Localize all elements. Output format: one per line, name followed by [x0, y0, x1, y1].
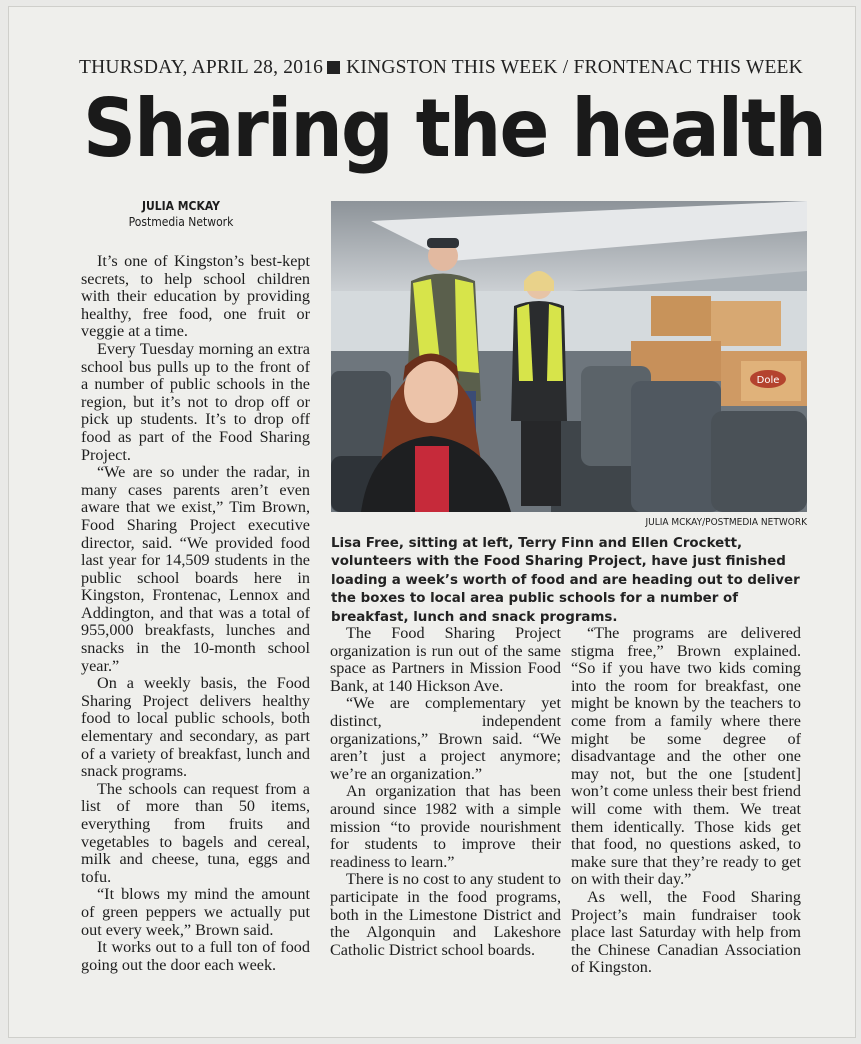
article-column-3 [571, 625, 801, 977]
dateline [79, 57, 839, 79]
newspaper-page [8, 6, 856, 1038]
paragraph: It works out to a full ton of food going out the door each week. [81, 938, 310, 974]
paragraph: Every Tuesday morning an extra school bus pulls up to the front of a number of public schools in the region, but it’s not to drop off or pick up students. It’s to drop off food as part of the Food Sharing Project. [81, 339, 310, 464]
paragraph: There is no cost to any student to participate in the food programs, both in the Limestone District and the Algonquin and Lakeshore Catholic District school boards. [330, 870, 561, 959]
paragraph: “We are so under the radar, in many cases parents aren’t even aware that we exist,” Tim Brown, Food Sharing Project executive director, said. “We provided food last year for 14,509 students in the public school boards here in Kingston, Frontenac, Lennox and Addington, and that was a total of 955,000 breakfasts, lunches and snacks in the 10-month school year.” [81, 463, 310, 675]
headline: Sharing the health [83, 82, 826, 175]
bus-interior-photo [331, 201, 807, 512]
paragraph: It’s one of Kingston’s best-kept secrets, to help school children with their education by providing healthy, free food, one fruit or veggie at a time. [81, 252, 310, 341]
byline [121, 199, 241, 229]
news-photo [331, 201, 807, 512]
photo-credit: JULIA MCKAY/POSTMEDIA NETWORK [645, 517, 807, 528]
paragraph: The Food Sharing Project organization is run out of the same space as Partners in Mission Food Bank, at 140 Hickson Ave. [330, 624, 561, 695]
box-label: Dole [756, 375, 780, 386]
separator-square-icon [327, 61, 340, 74]
author-organization: Postmedia Network [128, 215, 234, 229]
publication-name: KINGSTON THIS WEEK / FRONTENAC THIS WEEK [346, 57, 803, 78]
author-name: JULIA MCKAY [141, 199, 220, 213]
paragraph: “We are complementary yet distinct, independent organizations,” Brown said. “We aren’t just a project anymore; we’re an organization.” [330, 694, 561, 783]
paragraph: An organization that has been around since 1982 with a simple mission “to provide nourishment for students to improve their readiness to learn.” [330, 782, 561, 871]
issue-date: THURSDAY, APRIL 28, 2016 [79, 57, 324, 78]
paragraph: “The programs are delivered stigma free,” Brown explained. “So if you have two kids coming into the room for breakfast, one might be known by the teachers to come from a family where there might be some degree of disadvantage and the other one may not, but the one [student] won’t come unless their best friend will come with them. We treat them identically. Those kids get that food, no questions asked, to make sure that they’re ready to get on with their day.” [571, 624, 801, 889]
paragraph: As well, the Food Sharing Project’s main fundraiser took place last Saturday with help from the Chinese Canadian Association of Kingston. [571, 887, 801, 977]
paragraph: On a weekly basis, the Food Sharing Project delivers healthy food to local public schools, both elementary and secondary, as part of a variety of breakfast, lunch and snack programs. [81, 674, 310, 781]
photo-caption: Lisa Free, sitting at left, Terry Finn and Ellen Crockett, volunteers with the Food Sharing Project, have just finished loading a week’s worth of food and are heading out to deliver the boxes to local area public schools for a number of breakfast, lunch and snack programs. [331, 536, 800, 625]
paragraph: “It blows my mind the amount of green peppers we actually put out every week,” Brown said. [81, 885, 310, 939]
paragraph: The schools can request from a list of more than 50 items, everything from fruits and vegetables to bagels and cereal, milk and cheese, tuna, eggs and tofu. [81, 779, 310, 886]
article-column-1 [81, 253, 310, 974]
article-column-2 [330, 625, 561, 959]
